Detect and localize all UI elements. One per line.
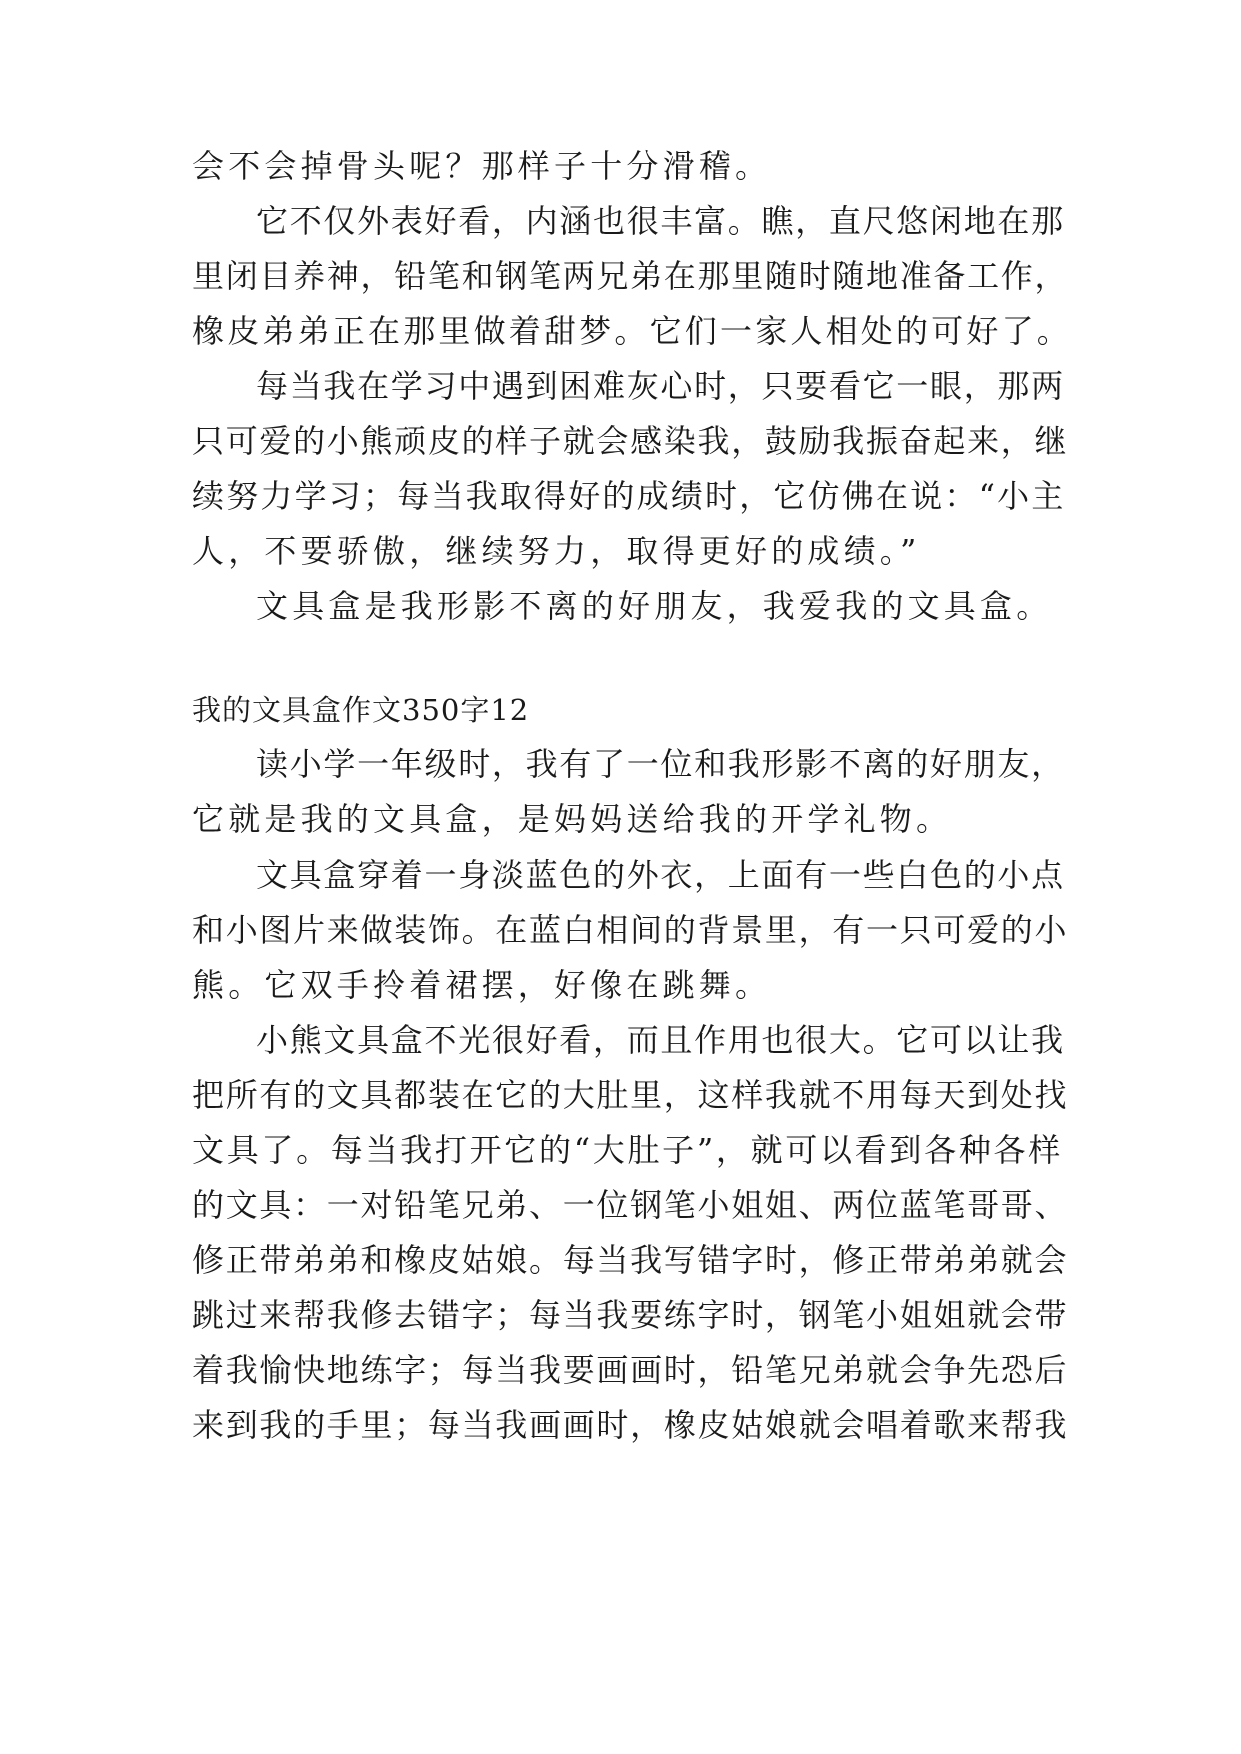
text-line: 的文具：一对铅笔兄弟、一位钢笔小姐姐、两位蓝笔哥哥、 [192, 1186, 1069, 1224]
paragraph-start: 文具盒穿着一身淡蓝色的外衣，上面有一些白色的小点 [256, 856, 1065, 894]
text-line: 把所有的文具都装在它的大肚里，这样我就不用每天到处找 [192, 1076, 1069, 1114]
paragraph-start: 文具盒是我形影不离的好朋友，我爱我的文具盒。 [256, 587, 1053, 625]
text-line: 只可爱的小熊顽皮的样子就会感染我，鼓励我振奋起来，继 [192, 422, 1069, 460]
section-title: 我的文具盒作文350字12 [192, 693, 530, 727]
text-line: 续努力学习；每当我取得好的成绩时，它仿佛在说：“小主 [192, 477, 1066, 515]
text-line: 跳过来帮我修去错字；每当我要练字时，钢笔小姐姐就会带 [192, 1296, 1069, 1334]
text-line: 来到我的手里；每当我画画时，橡皮姑娘就会唱着歌来帮我 [192, 1406, 1069, 1444]
text-line: 它就是我的文具盒，是妈妈送给我的开学礼物。 [192, 800, 953, 838]
text-line: 里闭目养神，铅笔和钢笔两兄弟在那里随时随地准备工作， [192, 257, 1069, 295]
text-line: 人，不要骄傲，继续努力，取得更好的成绩。” [192, 532, 921, 570]
text-line: 橡皮弟弟正在那里做着甜梦。它们一家人相处的可好了。 [192, 312, 1073, 350]
paragraph-start: 每当我在学习中遇到困难灰心时，只要看它一眼，那两 [256, 367, 1065, 405]
text-line: 会不会掉骨头呢？那样子十分滑稽。 [192, 147, 772, 185]
paragraph-start: 它不仅外表好看，内涵也很丰富。瞧，直尺悠闲地在那 [256, 202, 1065, 240]
text-line: 着我愉快地练字；每当我要画画时，铅笔兄弟就会争先恐后 [192, 1351, 1069, 1389]
text-line: 和小图片来做装饰。在蓝白相间的背景里，有一只可爱的小 [192, 911, 1069, 949]
text-line: 文具了。每当我打开它的“大肚子”，就可以看到各种各样 [192, 1131, 1063, 1169]
paragraph-start: 小熊文具盒不光很好看，而且作用也很大。它可以让我 [256, 1021, 1065, 1059]
text-line: 修正带弟弟和橡皮姑娘。每当我写错字时，修正带弟弟就会 [192, 1241, 1069, 1279]
text-line: 熊。它双手拎着裙摆，好像在跳舞。 [192, 966, 772, 1004]
paragraph-start: 读小学一年级时，我有了一位和我形影不离的好朋友， [256, 745, 1065, 783]
